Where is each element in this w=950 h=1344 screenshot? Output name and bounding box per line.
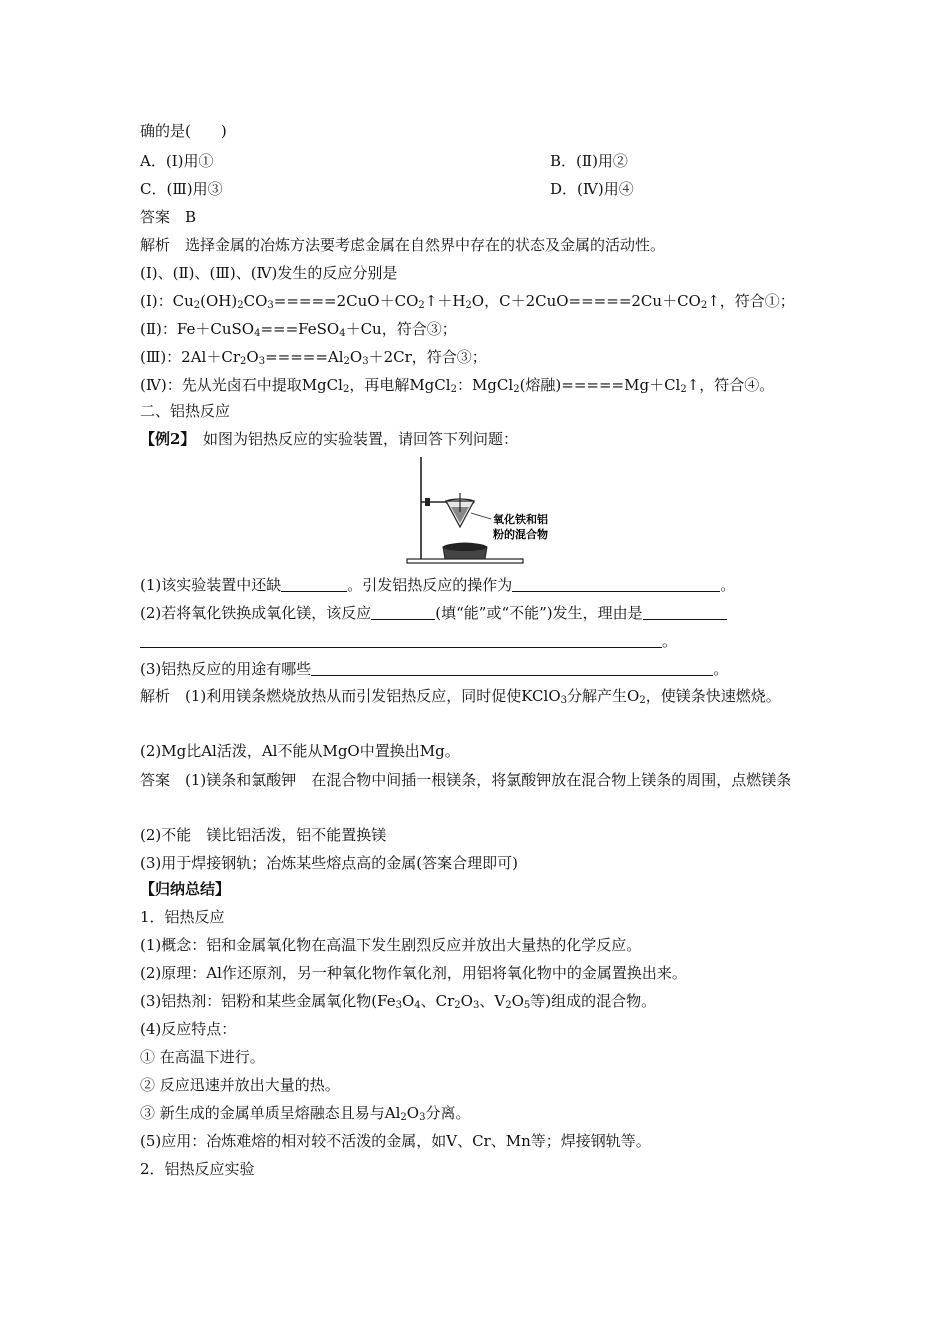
- question-tail: 确的是( ): [140, 122, 227, 140]
- r1-a: (Ⅰ)：Cu: [140, 292, 194, 310]
- r3-c: =====Al: [265, 348, 344, 366]
- option-row-2: [140, 178, 634, 200]
- reaction-3: (Ⅲ)：$2Al+Cr_2O_3=====Al_2O_3+2Cr$，符合③；: [140, 348, 487, 367]
- analysis-2-p1: 解析 (1)利用镁条燃烧放热从而引发铝热反应，同时促使KClO$_3$分解产生$O_2$，使镁条快速燃烧。: [140, 687, 781, 706]
- q2-b: (填“能”或“不能”)发生，理由是: [435, 604, 643, 622]
- summary-concept: (1)概念：铝和金属氧化物在高温下发生剧烈反应并放出大量热的化学反应。: [140, 936, 642, 954]
- option-b: B．(Ⅱ)用②: [550, 152, 628, 170]
- l3-b: O: [401, 992, 415, 1010]
- l7-a: ③ 新生成的金属单质呈熔融态且易与Al: [140, 1104, 401, 1122]
- option-d: D．(Ⅳ)用④: [550, 180, 634, 198]
- a2-p1-c: ，使镁条快速燃烧。: [645, 687, 781, 705]
- l3-e: 、V: [479, 992, 506, 1010]
- sand: [443, 543, 487, 551]
- q2-blank-1[interactable]: [371, 604, 435, 620]
- answer-1: 答案 B: [140, 208, 197, 226]
- r3-b: O: [246, 348, 259, 366]
- r4-c: ：MgCl: [456, 376, 514, 394]
- l3-a: (3)铝热剂：铝粉和某些金属氧化物(Fe: [140, 992, 396, 1010]
- l3-d: O: [460, 992, 473, 1010]
- analysis-1-line2: (Ⅰ)、(Ⅱ)、(Ⅲ)、(Ⅳ)发生的反应分别是: [140, 264, 398, 282]
- l3-f: O: [511, 992, 524, 1010]
- r3-d: O: [349, 348, 363, 366]
- r1-d: =====2CuO＋CO: [273, 292, 419, 310]
- q1-b: 。引发铝热反应的操作为: [347, 576, 513, 594]
- a2-p1-a: 解析 (1)利用镁条燃烧放热从而引发铝热反应，同时促使KClO: [140, 687, 561, 705]
- summary-application: (5)应用：冶炼难熔的相对较不活泼的金属，如V、Cr、Mn等；焊接钢轨等。: [140, 1132, 651, 1150]
- reaction-1: (Ⅰ)：$Cu_2(OH)_2CO_3=====2CuO+CO_2↑+H_2O$，$C+2CuO=====2Cu+CO_2↑$，符合①；: [140, 292, 795, 311]
- clamp-knob: [425, 498, 430, 506]
- r1-c: CO: [243, 292, 268, 310]
- option-c: C．(Ⅲ)用③: [140, 180, 223, 198]
- summary-feature-2: ② 反应迅速并放出大量的热。: [140, 1076, 340, 1094]
- question-2: [140, 602, 727, 624]
- r3-e: ＋2Cr，符合③；: [368, 348, 487, 366]
- answer-2-p3: (3)用于焊接钢轨；冶炼某些熔点高的金属(答案合理即可): [140, 854, 518, 872]
- summary-feature-3: ③ 新生成的金属单质呈熔融态且易与$Al_2O_3$分离。: [140, 1104, 471, 1123]
- q2-a: (2)若将氧化铁换成氧化镁，该反应: [140, 604, 372, 622]
- example-2: [140, 428, 518, 450]
- q3-a: (3)铝热反应的用途有哪些: [140, 660, 312, 678]
- r3-a: (Ⅲ)：2Al＋Cr: [140, 348, 240, 366]
- summary-thermite-agent: (3)铝热剂：铝粉和某些金属氧化物($Fe_3O_4$、$Cr_2O_3$、$V_2O_5$等)组成的混合物。: [140, 992, 657, 1011]
- r4-e: ↑，符合④。: [686, 376, 775, 394]
- q1-c: 。: [720, 576, 736, 594]
- section-title: 二、铝热反应: [140, 402, 231, 420]
- summary-principle: (2)原理：Al作还原剂，另一种氧化物作氧化剂，用铝将氧化物中的金属置换出来。: [140, 964, 687, 982]
- label-pointer: [471, 513, 491, 519]
- a2-p1-b: 分解产生O: [567, 687, 640, 705]
- summary-title: 【归纳总结】: [140, 880, 231, 898]
- analysis-2-p2: (2)Mg比Al活泼，Al不能从MgO中置换出Mg。: [140, 742, 460, 760]
- analysis-1-line1: 解析 选择金属的冶炼方法要考虑金属在自然界中存在的状态及金属的活动性。: [140, 236, 666, 254]
- summary-features: (4)反应特点：: [140, 1020, 237, 1038]
- reaction-4: (Ⅳ)：先从光卤石中提取MgCl$_2$，再电解MgCl$_2$：MgCl$_2$(熔融)$=====Mg+Cl_2↑$，符合④。: [140, 376, 775, 395]
- q2-blank-2[interactable]: [643, 604, 727, 620]
- r4-b: ，再电解MgCl: [349, 376, 451, 394]
- r2-a: (Ⅱ)：Fe＋CuSO: [140, 320, 255, 338]
- l7-b: O: [406, 1104, 420, 1122]
- q1-blank-2[interactable]: [512, 576, 720, 592]
- summary-feature-1: ① 在高温下进行。: [140, 1048, 265, 1066]
- summary-heading-2: 2．铝热反应实验: [140, 1160, 255, 1178]
- q2-blank-3[interactable]: [140, 632, 662, 648]
- r1-f: O，C＋2CuO=====2Cu＋CO: [471, 292, 701, 310]
- r4-d: (熔融)=====Mg＋Cl: [519, 376, 681, 394]
- figure-label-line1: 氧化铁和铝: [493, 513, 548, 526]
- r1-b: (OH): [200, 292, 238, 310]
- example-text: 如图为铝热反应的实验装置，请回答下列问题：: [187, 430, 518, 448]
- question-1: [140, 574, 735, 596]
- option-row-1: [140, 150, 628, 172]
- figure-label-line2: 粉的混合物: [493, 528, 548, 541]
- r1-e: ↑＋H: [424, 292, 466, 310]
- l7-c: 分离。: [425, 1104, 471, 1122]
- q3-b: 。: [713, 660, 729, 678]
- l3-g: 等)组成的混合物。: [530, 992, 657, 1010]
- q1-blank-1[interactable]: [281, 576, 347, 592]
- option-a: A．(Ⅰ)用①: [140, 152, 214, 170]
- reaction-2: (Ⅱ)：Fe＋CuSO$_4$===FeSO$_4$＋Cu，符合③；: [140, 320, 457, 339]
- thermite-apparatus-figure: [405, 455, 555, 565]
- stand-base: [407, 559, 523, 563]
- l3-c: 、Cr: [420, 992, 455, 1010]
- question-2-cont: [140, 630, 677, 652]
- summary-heading-1: 1．铝热反应: [140, 908, 225, 926]
- r2-b: ===FeSO: [260, 320, 340, 338]
- r4-a: (Ⅳ)：先从光卤石中提取MgCl: [140, 376, 343, 394]
- example-tag: 【例2】: [140, 430, 188, 448]
- r2-c: ＋Cu，符合③；: [345, 320, 457, 338]
- r1-g: ↑，符合①；: [707, 292, 795, 310]
- question-3: [140, 658, 728, 680]
- q2-c: 。: [662, 632, 678, 650]
- answer-2-p1: 答案 (1)镁条和氯酸钾 在混合物中间插一根镁条，将氯酸钾放在混合物上镁条的周围，点燃镁条: [140, 771, 792, 789]
- q3-blank[interactable]: [311, 660, 713, 676]
- answer-2-p2: (2)不能 镁比铝活泼，铝不能置换镁: [140, 826, 387, 844]
- q1-a: (1)该实验装置中还缺: [140, 576, 282, 594]
